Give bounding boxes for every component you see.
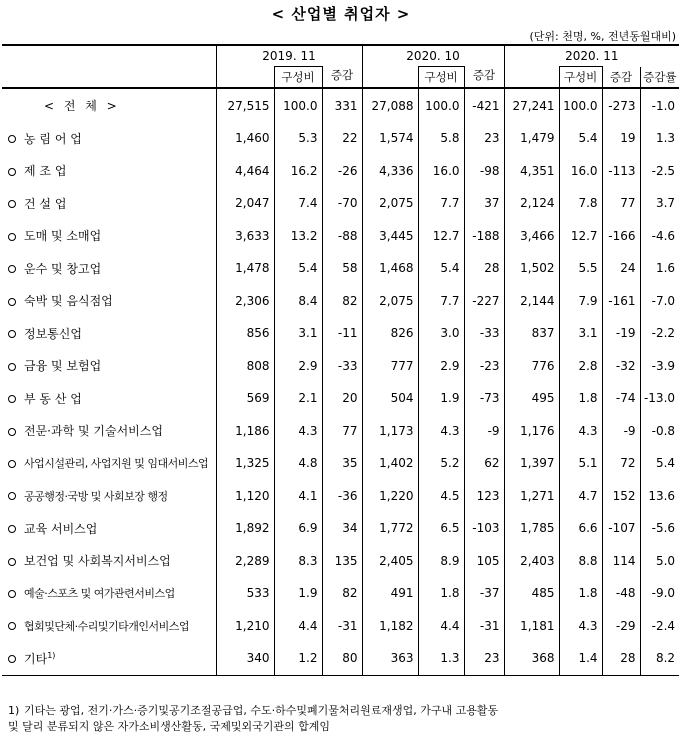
value-cell: 363: [362, 642, 418, 675]
value-cell: 856: [216, 317, 274, 350]
value-cell: 7.9: [559, 285, 602, 318]
circle-bullet-icon: [8, 525, 16, 533]
value-cell: -11: [322, 317, 362, 350]
header-share: 구성비: [274, 67, 322, 89]
value-cell: -107: [602, 512, 640, 545]
circle-bullet-icon: [8, 622, 16, 630]
value-cell: 7.4: [274, 187, 322, 220]
footnote-line-1: 기타는 광업, 전기·가스·증기및공기조절공급업, 수도·하수및폐기물처리원료재생업, 가구내 고용활동: [24, 704, 499, 717]
employment-table: [2, 44, 679, 676]
row-label: [2, 545, 216, 578]
value-cell: 5.1: [559, 447, 602, 480]
value-cell: 2,144: [504, 285, 559, 318]
value-cell: -29: [602, 610, 640, 643]
value-cell: 8.8: [559, 545, 602, 578]
value-cell: 4.7: [559, 480, 602, 513]
header-blank: [504, 67, 559, 89]
circle-bullet-icon: [8, 558, 16, 566]
table-row: [2, 350, 679, 383]
value-cell: 2,075: [362, 285, 418, 318]
value-cell: -9: [464, 415, 504, 448]
value-cell: 504: [362, 382, 418, 415]
value-cell: 368: [504, 642, 559, 675]
value-cell: 2.1: [274, 382, 322, 415]
value-cell: 3,466: [504, 220, 559, 253]
value-cell: 3.1: [559, 317, 602, 350]
value-cell: 2.9: [274, 350, 322, 383]
value-cell: -1.0: [640, 88, 679, 122]
value-cell: 6.9: [274, 512, 322, 545]
value-cell: -37: [464, 577, 504, 610]
row-label: [2, 610, 216, 643]
table-row: [2, 122, 679, 155]
value-cell: 4.3: [559, 610, 602, 643]
value-cell: -166: [602, 220, 640, 253]
value-cell: 12.7: [559, 220, 602, 253]
value-cell: 5.0: [640, 545, 679, 578]
value-cell: 533: [216, 577, 274, 610]
row-label: [2, 382, 216, 415]
footnote: [8, 703, 678, 735]
value-cell: 28: [464, 252, 504, 285]
value-cell: -2.2: [640, 317, 679, 350]
circle-bullet-icon: [8, 492, 16, 500]
value-cell: 152: [602, 480, 640, 513]
value-cell: -98: [464, 155, 504, 188]
value-cell: -9.0: [640, 577, 679, 610]
table-row: [2, 382, 679, 415]
value-cell: 1,220: [362, 480, 418, 513]
value-cell: 1,186: [216, 415, 274, 448]
value-cell: 1.8: [559, 577, 602, 610]
value-cell: -48: [602, 577, 640, 610]
value-cell: 1,120: [216, 480, 274, 513]
table-row: [2, 610, 679, 643]
value-cell: 1,173: [362, 415, 418, 448]
value-cell: 5.4: [640, 447, 679, 480]
header-share: 구성비: [559, 67, 602, 89]
value-cell: 331: [322, 88, 362, 122]
row-label-text: 부 동 산 업: [24, 391, 82, 406]
row-label-text: 도매 및 소매업: [24, 229, 102, 244]
value-cell: 1.8: [418, 577, 464, 610]
value-cell: 27,241: [504, 88, 559, 122]
value-cell: -273: [602, 88, 640, 122]
value-cell: 3.1: [274, 317, 322, 350]
value-cell: 340: [216, 642, 274, 675]
value-cell: 837: [504, 317, 559, 350]
row-label: [2, 220, 216, 253]
value-cell: 100.0: [418, 88, 464, 122]
row-label-text: 운수 및 창고업: [24, 261, 102, 276]
value-cell: 1,402: [362, 447, 418, 480]
value-cell: 135: [322, 545, 362, 578]
value-cell: 3,445: [362, 220, 418, 253]
value-cell: 72: [602, 447, 640, 480]
value-cell: 485: [504, 577, 559, 610]
header-change: 증감: [322, 67, 362, 89]
value-cell: 1,502: [504, 252, 559, 285]
value-cell: -33: [322, 350, 362, 383]
value-cell: 6.6: [559, 512, 602, 545]
circle-bullet-icon: [8, 265, 16, 273]
value-cell: 4.4: [274, 610, 322, 643]
row-label-text: 건 설 업: [24, 196, 67, 211]
table-row: [2, 252, 679, 285]
row-label-text: 예술·스포츠 및 여가관련서비스업: [24, 587, 175, 601]
row-label: [2, 447, 216, 480]
value-cell: -31: [464, 610, 504, 643]
value-cell: 2.9: [418, 350, 464, 383]
value-cell: -0.8: [640, 415, 679, 448]
value-cell: 4.4: [418, 610, 464, 643]
value-cell: 1,182: [362, 610, 418, 643]
value-cell: 16.0: [559, 155, 602, 188]
value-cell: 82: [322, 285, 362, 318]
value-cell: 62: [464, 447, 504, 480]
table-row: [2, 480, 679, 513]
row-label: [2, 285, 216, 318]
header-corner: [2, 45, 216, 88]
value-cell: 28: [602, 642, 640, 675]
value-cell: -88: [322, 220, 362, 253]
value-cell: -103: [464, 512, 504, 545]
header-change: 증감: [602, 67, 640, 89]
circle-bullet-icon: [8, 168, 16, 176]
value-cell: 6.5: [418, 512, 464, 545]
row-label-text: 협회및단체·수리및기타개인서비스업: [24, 619, 190, 633]
value-cell: 8.3: [274, 545, 322, 578]
value-cell: -32: [602, 350, 640, 383]
value-cell: 77: [602, 187, 640, 220]
value-cell: 808: [216, 350, 274, 383]
value-cell: 569: [216, 382, 274, 415]
value-cell: 2,306: [216, 285, 274, 318]
value-cell: 8.4: [274, 285, 322, 318]
table-row: [2, 577, 679, 610]
row-label-text: 공공행정·국방 및 사회보장 행정: [24, 489, 168, 503]
value-cell: 22: [322, 122, 362, 155]
circle-bullet-icon: [8, 298, 16, 306]
value-cell: 1,460: [216, 122, 274, 155]
table-row: [2, 642, 679, 675]
value-cell: -33: [464, 317, 504, 350]
value-cell: 2,047: [216, 187, 274, 220]
header-share: 구성비: [418, 67, 464, 89]
value-cell: 5.3: [274, 122, 322, 155]
table-row: [2, 447, 679, 480]
value-cell: 1.4: [559, 642, 602, 675]
value-cell: 4.8: [274, 447, 322, 480]
row-label-text: 전문·과학 및 기술서비스업: [24, 424, 163, 439]
value-cell: 5.4: [559, 122, 602, 155]
table-row: [2, 415, 679, 448]
header-row-periods: [2, 45, 679, 67]
row-label: [2, 155, 216, 188]
value-cell: -74: [602, 382, 640, 415]
value-cell: 100.0: [274, 88, 322, 122]
value-cell: 19: [602, 122, 640, 155]
value-cell: 34: [322, 512, 362, 545]
value-cell: 7.8: [559, 187, 602, 220]
value-cell: -227: [464, 285, 504, 318]
value-cell: 80: [322, 642, 362, 675]
row-label: [2, 252, 216, 285]
value-cell: 13.2: [274, 220, 322, 253]
value-cell: 13.6: [640, 480, 679, 513]
value-cell: 1,574: [362, 122, 418, 155]
value-cell: 1,479: [504, 122, 559, 155]
value-cell: 1.2: [274, 642, 322, 675]
table-row: [2, 285, 679, 318]
value-cell: 1,892: [216, 512, 274, 545]
value-cell: 2,289: [216, 545, 274, 578]
row-label-text: < 전 체 >: [44, 99, 120, 113]
value-cell: 20: [322, 382, 362, 415]
value-cell: 100.0: [559, 88, 602, 122]
row-label: [2, 415, 216, 448]
row-label: [2, 642, 216, 675]
value-cell: 35: [322, 447, 362, 480]
value-cell: 8.9: [418, 545, 464, 578]
value-cell: 1,325: [216, 447, 274, 480]
row-label: [2, 187, 216, 220]
value-cell: 5.2: [418, 447, 464, 480]
value-cell: 8.2: [640, 642, 679, 675]
value-cell: 826: [362, 317, 418, 350]
table-row: [2, 317, 679, 350]
value-cell: 495: [504, 382, 559, 415]
value-cell: 16.2: [274, 155, 322, 188]
row-label-text: 농 림 어 업: [24, 131, 82, 146]
row-label: [2, 122, 216, 155]
value-cell: 27,515: [216, 88, 274, 122]
value-cell: 2,075: [362, 187, 418, 220]
value-cell: 5.4: [418, 252, 464, 285]
value-cell: 82: [322, 577, 362, 610]
value-cell: 4.5: [418, 480, 464, 513]
row-label: [2, 350, 216, 383]
row-label: [2, 577, 216, 610]
value-cell: 123: [464, 480, 504, 513]
value-cell: 5.8: [418, 122, 464, 155]
value-cell: -26: [322, 155, 362, 188]
row-label-text: 금융 및 보험업: [24, 359, 102, 374]
value-cell: 4,336: [362, 155, 418, 188]
value-cell: -161: [602, 285, 640, 318]
value-cell: -19: [602, 317, 640, 350]
row-label-text: 정보통신업: [24, 326, 82, 341]
value-cell: 24: [602, 252, 640, 285]
value-cell: 1,772: [362, 512, 418, 545]
value-cell: 1.8: [559, 382, 602, 415]
value-cell: 1.3: [640, 122, 679, 155]
table-row: [2, 545, 679, 578]
value-cell: -3.9: [640, 350, 679, 383]
table-row: [2, 220, 679, 253]
value-cell: -13.0: [640, 382, 679, 415]
header-change-rate: 증감률: [640, 67, 679, 89]
total-row: [2, 88, 679, 122]
header-period-2020-10: 2020. 10: [362, 45, 504, 67]
value-cell: 23: [464, 122, 504, 155]
value-cell: -2.4: [640, 610, 679, 643]
row-label-text: 기타: [24, 651, 48, 666]
value-cell: 1.9: [418, 382, 464, 415]
value-cell: 776: [504, 350, 559, 383]
value-cell: 58: [322, 252, 362, 285]
footnote-marker: 1): [8, 704, 20, 717]
circle-bullet-icon: [8, 200, 16, 208]
value-cell: -70: [322, 187, 362, 220]
value-cell: 1,785: [504, 512, 559, 545]
row-label-text: 교육 서비스업: [24, 521, 98, 536]
value-cell: 1,176: [504, 415, 559, 448]
value-cell: 23: [464, 642, 504, 675]
page-title: < 산업별 취업자 >: [271, 5, 411, 23]
value-cell: -9: [602, 415, 640, 448]
circle-bullet-icon: [8, 395, 16, 403]
table-row: [2, 512, 679, 545]
circle-bullet-icon: [8, 428, 16, 436]
value-cell: 105: [464, 545, 504, 578]
row-label-text: 사업시설관리, 사업지원 및 임대서비스업: [24, 457, 209, 471]
circle-bullet-icon: [8, 460, 16, 468]
value-cell: 114: [602, 545, 640, 578]
table-row: [2, 155, 679, 188]
row-label: [2, 88, 216, 122]
value-cell: 1,181: [504, 610, 559, 643]
value-cell: -31: [322, 610, 362, 643]
value-cell: 777: [362, 350, 418, 383]
header-period-2020-11: 2020. 11: [504, 45, 679, 67]
value-cell: -5.6: [640, 512, 679, 545]
circle-bullet-icon: [8, 655, 16, 663]
table-row: [2, 187, 679, 220]
value-cell: -113: [602, 155, 640, 188]
value-cell: 1,478: [216, 252, 274, 285]
value-cell: 491: [362, 577, 418, 610]
value-cell: 1,271: [504, 480, 559, 513]
footnote-ref: 1): [47, 650, 56, 660]
header-change: 증감: [464, 67, 504, 89]
value-cell: 7.7: [418, 187, 464, 220]
circle-bullet-icon: [8, 330, 16, 338]
value-cell: 5.5: [559, 252, 602, 285]
value-cell: 1.6: [640, 252, 679, 285]
value-cell: 3.0: [418, 317, 464, 350]
value-cell: -36: [322, 480, 362, 513]
value-cell: 1,397: [504, 447, 559, 480]
value-cell: 2,403: [504, 545, 559, 578]
value-cell: 1,468: [362, 252, 418, 285]
header-period-2019-11: 2019. 11: [216, 45, 362, 67]
circle-bullet-icon: [8, 590, 16, 598]
value-cell: -2.5: [640, 155, 679, 188]
value-cell: 3,633: [216, 220, 274, 253]
value-cell: 2,405: [362, 545, 418, 578]
circle-bullet-icon: [8, 363, 16, 371]
value-cell: 37: [464, 187, 504, 220]
value-cell: 4.3: [274, 415, 322, 448]
value-cell: 2,124: [504, 187, 559, 220]
footnote-line-2: 및 달리 분류되지 않은 자가소비생산활동, 국제및외국기관의 합계임: [8, 720, 331, 733]
value-cell: 16.0: [418, 155, 464, 188]
value-cell: 7.7: [418, 285, 464, 318]
value-cell: -73: [464, 382, 504, 415]
value-cell: 1,210: [216, 610, 274, 643]
value-cell: 1.3: [418, 642, 464, 675]
value-cell: 3.7: [640, 187, 679, 220]
row-label: [2, 512, 216, 545]
value-cell: -23: [464, 350, 504, 383]
value-cell: 12.7: [418, 220, 464, 253]
circle-bullet-icon: [8, 135, 16, 143]
row-label-text: 숙박 및 음식점업: [24, 294, 113, 309]
value-cell: -7.0: [640, 285, 679, 318]
row-label-text: 보건업 및 사회복지서비스업: [24, 554, 171, 569]
header-blank: [362, 67, 418, 89]
header-blank: [216, 67, 274, 89]
unit-note: (단위: 천명, %, 전년동월대비): [529, 30, 676, 43]
row-label: [2, 480, 216, 513]
value-cell: 77: [322, 415, 362, 448]
circle-bullet-icon: [8, 233, 16, 241]
value-cell: 4.3: [559, 415, 602, 448]
row-label: [2, 317, 216, 350]
value-cell: -188: [464, 220, 504, 253]
value-cell: 4.1: [274, 480, 322, 513]
value-cell: -421: [464, 88, 504, 122]
value-cell: 4.3: [418, 415, 464, 448]
row-label-text: 제 조 업: [24, 164, 67, 179]
value-cell: 1.9: [274, 577, 322, 610]
value-cell: 5.4: [274, 252, 322, 285]
value-cell: 2.8: [559, 350, 602, 383]
value-cell: 4,464: [216, 155, 274, 188]
value-cell: 27,088: [362, 88, 418, 122]
value-cell: 4,351: [504, 155, 559, 188]
value-cell: -4.6: [640, 220, 679, 253]
